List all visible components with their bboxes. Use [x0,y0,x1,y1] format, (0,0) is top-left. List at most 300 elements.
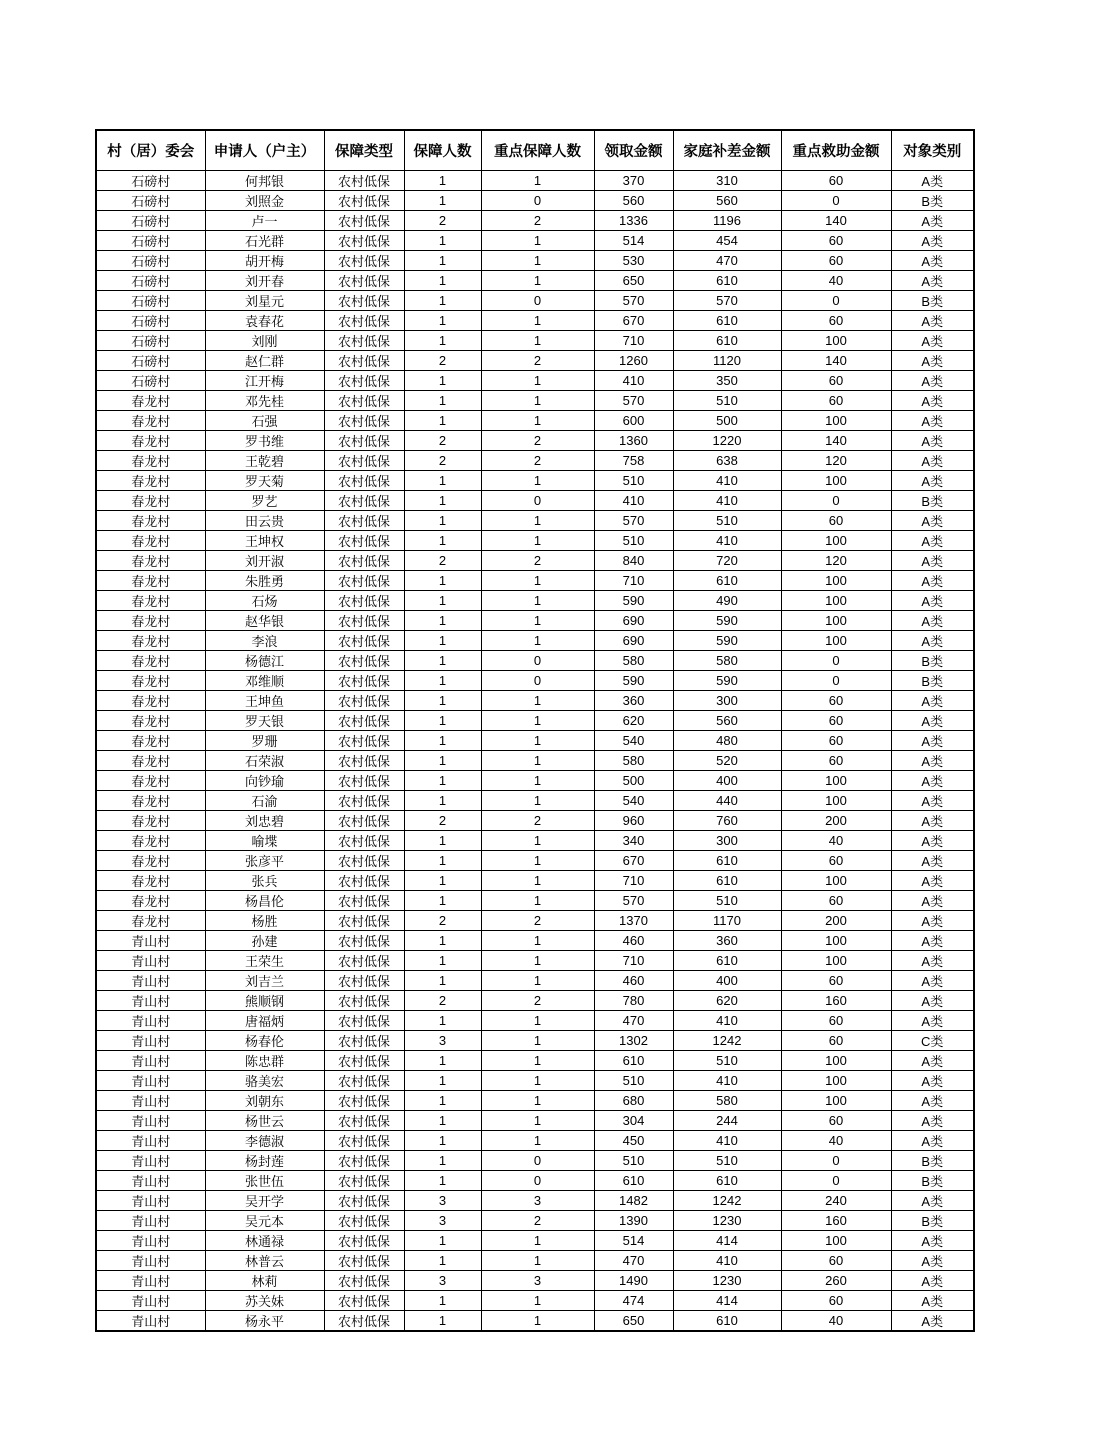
table-cell: 450 [594,1130,673,1150]
table-cell: 60 [781,1110,891,1130]
table-cell: 1 [481,690,594,710]
table-row [96,750,974,770]
table-cell: A类 [891,790,974,810]
table-cell: 670 [594,310,673,330]
table-cell: 农村低保 [324,430,404,450]
table-cell: 春龙村 [96,550,205,570]
table-cell: 农村低保 [324,370,404,390]
table-cell: 吴元本 [205,1210,324,1230]
table-row [96,990,974,1010]
table-cell: 650 [594,1310,673,1331]
table-cell: 500 [673,410,781,430]
table-cell: 570 [594,290,673,310]
table-cell: 1260 [594,350,673,370]
table-cell: A类 [891,330,974,350]
table-cell: 1 [404,390,481,410]
table-cell: 石磅村 [96,230,205,250]
table-cell: 580 [594,750,673,770]
table-row [96,410,974,430]
table-cell: 0 [481,490,594,510]
table-cell: 王乾碧 [205,450,324,470]
table-cell: A类 [891,1250,974,1270]
column-header: 保障人数 [404,130,481,170]
table-cell: 农村低保 [324,730,404,750]
table-cell: 60 [781,310,891,330]
table-cell: 农村低保 [324,750,404,770]
table-cell: 350 [673,370,781,390]
table-cell: 唐福炳 [205,1010,324,1030]
table-cell: 200 [781,910,891,930]
table-cell: 1 [404,330,481,350]
table-cell: 1 [404,610,481,630]
table-cell: 60 [781,890,891,910]
table-cell: 0 [781,190,891,210]
table-cell: 春龙村 [96,810,205,830]
table-cell: 560 [594,190,673,210]
table-cell: A类 [891,1130,974,1150]
table-cell: 苏关妹 [205,1290,324,1310]
table-cell: 农村低保 [324,1290,404,1310]
table-cell: 540 [594,730,673,750]
table-cell: 1 [404,950,481,970]
table-cell: 春龙村 [96,670,205,690]
table-cell: 60 [781,1010,891,1030]
table-cell: 1 [481,970,594,990]
table-cell: 1 [481,1250,594,1270]
table-cell: 590 [673,670,781,690]
table-cell: 480 [673,730,781,750]
table-cell: 60 [781,1250,891,1270]
table-cell: A类 [891,930,974,950]
table-row [96,930,974,950]
table-cell: 农村低保 [324,390,404,410]
table-body [96,170,974,1331]
table-cell: 2 [481,550,594,570]
table-cell: 青山村 [96,930,205,950]
table-cell: 1 [404,370,481,390]
table-cell: 0 [481,1170,594,1190]
table-cell: 60 [781,510,891,530]
table-cell: 440 [673,790,781,810]
table-cell: 1 [404,230,481,250]
table-cell: 杨德江 [205,650,324,670]
table-cell: 510 [594,1150,673,1170]
table-cell: 青山村 [96,1310,205,1331]
table-cell: 60 [781,1290,891,1310]
table-cell: 春龙村 [96,770,205,790]
table-cell: 江开梅 [205,370,324,390]
table-cell: 农村低保 [324,310,404,330]
table-cell: 2 [481,350,594,370]
table-cell: 石磅村 [96,170,205,190]
table-cell: 1370 [594,910,673,930]
table-cell: 100 [781,950,891,970]
table-cell: 石磅村 [96,290,205,310]
table-cell: 590 [673,610,781,630]
table-cell: 青山村 [96,1150,205,1170]
column-header: 重点保障人数 [481,130,594,170]
table-cell: B类 [891,670,974,690]
table-cell: 1230 [673,1270,781,1290]
table-row [96,890,974,910]
table-cell: B类 [891,1150,974,1170]
table-cell: 340 [594,830,673,850]
table-cell: 1 [404,1050,481,1070]
table-row [96,270,974,290]
table-cell: 青山村 [96,1010,205,1030]
table-cell: A类 [891,550,974,570]
table-cell: 1 [481,250,594,270]
table-cell: 吴开学 [205,1190,324,1210]
table-cell: 2 [481,810,594,830]
table-row [96,570,974,590]
table-cell: 1 [481,770,594,790]
table-cell: 1 [481,370,594,390]
table-cell: 石磅村 [96,330,205,350]
table-row [96,230,974,250]
table-cell: 春龙村 [96,470,205,490]
table-row [96,1110,974,1130]
table-cell: 410 [673,1010,781,1030]
table-row [96,1050,974,1070]
table-cell: 1 [404,970,481,990]
table-cell: 1 [404,650,481,670]
table-cell: 570 [594,510,673,530]
table-cell: 60 [781,1030,891,1050]
table-cell: 石荣淑 [205,750,324,770]
table-cell: 1 [404,690,481,710]
table-cell: 3 [404,1270,481,1290]
table-cell: 1 [481,310,594,330]
table-cell: 农村低保 [324,950,404,970]
table-cell: 1 [404,730,481,750]
table-row [96,710,974,730]
table-cell: 春龙村 [96,690,205,710]
table-cell: 1 [481,790,594,810]
table-cell: 610 [673,1310,781,1331]
table-cell: 460 [594,930,673,950]
table-cell: 610 [673,850,781,870]
table-cell: 0 [781,290,891,310]
table-cell: 410 [673,1250,781,1270]
table-cell: 农村低保 [324,570,404,590]
table-cell: A类 [891,390,974,410]
table-cell: 1 [481,1310,594,1331]
table-cell: 454 [673,230,781,250]
table-cell: 农村低保 [324,1130,404,1150]
table-row [96,630,974,650]
table-row [96,1250,974,1270]
table-cell: 陈忠群 [205,1050,324,1070]
table-cell: 3 [404,1030,481,1050]
table-cell: 农村低保 [324,350,404,370]
table-cell: A类 [891,730,974,750]
table-cell: 1 [404,750,481,770]
table-cell: A类 [891,1090,974,1110]
table-cell: 青山村 [96,1050,205,1070]
table-row [96,1150,974,1170]
table-cell: 1 [404,1170,481,1190]
table-cell: 喻堞 [205,830,324,850]
table-cell: 杨胜 [205,910,324,930]
table-cell: 1 [481,630,594,650]
table-cell: 0 [481,290,594,310]
table-cell: 2 [481,990,594,1010]
table-cell: 1 [404,630,481,650]
table-cell: 3 [404,1190,481,1210]
table-cell: 青山村 [96,1030,205,1050]
table-cell: 农村低保 [324,590,404,610]
table-cell: 刘照金 [205,190,324,210]
table-cell: 600 [594,410,673,430]
table-cell: 100 [781,1090,891,1110]
table-cell: 罗天菊 [205,470,324,490]
table-cell: 农村低保 [324,330,404,350]
table-row [96,1190,974,1210]
table-cell: 石磅村 [96,270,205,290]
table-cell: 410 [594,370,673,390]
table-cell: A类 [891,450,974,470]
table-cell: 2 [404,990,481,1010]
table-cell: 570 [594,890,673,910]
table-cell: 2 [481,430,594,450]
table-cell: 304 [594,1110,673,1130]
table-row [96,770,974,790]
table-cell: 1 [404,410,481,430]
table-cell: 2 [404,430,481,450]
table-cell: 王坤权 [205,530,324,550]
table-cell: 农村低保 [324,970,404,990]
table-row [96,510,974,530]
table-cell: 60 [781,690,891,710]
table-cell: 农村低保 [324,790,404,810]
table-row [96,550,974,570]
table-cell: 刘吉兰 [205,970,324,990]
table-cell: 2 [404,910,481,930]
table-cell: 王荣生 [205,950,324,970]
table-cell: 100 [781,610,891,630]
table-cell: A类 [891,910,974,930]
table-cell: 青山村 [96,1090,205,1110]
table-cell: 石磅村 [96,250,205,270]
table-cell: 1 [404,1010,481,1030]
table-cell: 510 [594,1070,673,1090]
table-cell: A类 [891,810,974,830]
table-cell: A类 [891,770,974,790]
table-cell: 农村低保 [324,1110,404,1130]
table-row [96,590,974,610]
table-cell: 610 [673,310,781,330]
table-cell: 414 [673,1230,781,1250]
table-cell: A类 [891,370,974,390]
table-cell: 春龙村 [96,510,205,530]
table-cell: 刘开春 [205,270,324,290]
table-cell: 春龙村 [96,390,205,410]
table-cell: 石磅村 [96,350,205,370]
table-cell: 60 [781,970,891,990]
table-header [96,130,974,170]
table-cell: 孙建 [205,930,324,950]
table-cell: A类 [891,510,974,530]
table-cell: 青山村 [96,1250,205,1270]
table-cell: 0 [481,1150,594,1170]
table-cell: 140 [781,350,891,370]
table-cell: 石强 [205,410,324,430]
table-cell: 农村低保 [324,670,404,690]
table-cell: A类 [891,170,974,190]
table-cell: 1 [481,1130,594,1150]
table-cell: 农村低保 [324,1070,404,1090]
table-cell: A类 [891,590,974,610]
table-row [96,330,974,350]
table-cell: 1 [481,1010,594,1030]
table-cell: 1 [481,410,594,430]
table-cell: 农村低保 [324,290,404,310]
table-cell: 杨永平 [205,1310,324,1331]
table-cell: 40 [781,1130,891,1150]
table-cell: 张彦平 [205,850,324,870]
table-row [96,790,974,810]
table-cell: 100 [781,630,891,650]
table-cell: 1 [481,510,594,530]
table-cell: A类 [891,750,974,770]
table-cell: A类 [891,1270,974,1290]
table-cell: 1 [404,1250,481,1270]
table-row [96,830,974,850]
table-cell: 470 [594,1010,673,1030]
table-cell: 春龙村 [96,890,205,910]
table-cell: 2 [481,910,594,930]
table-row [96,1130,974,1150]
table-cell: 1 [481,1290,594,1310]
table-row [96,910,974,930]
table-cell: 100 [781,330,891,350]
table-cell: 1 [404,510,481,530]
table-cell: A类 [891,1290,974,1310]
table-cell: 赵仁群 [205,350,324,370]
table-cell: 300 [673,830,781,850]
table-cell: 60 [781,250,891,270]
table-cell: 360 [594,690,673,710]
column-header: 保障类型 [324,130,404,170]
table-cell: 100 [781,870,891,890]
table-cell: 2 [481,450,594,470]
table-cell: 农村低保 [324,470,404,490]
table-cell: 260 [781,1270,891,1290]
table-cell: 田云贵 [205,510,324,530]
table-cell: 刘刚 [205,330,324,350]
table-cell: A类 [891,610,974,630]
table-cell: 农村低保 [324,770,404,790]
table-cell: 60 [781,730,891,750]
table-cell: 王坤鱼 [205,690,324,710]
table-cell: 1482 [594,1190,673,1210]
table-cell: 0 [481,670,594,690]
table-cell: 1 [481,230,594,250]
table-cell: 1 [481,730,594,750]
table-cell: 农村低保 [324,850,404,870]
table-cell: 1 [404,270,481,290]
table-cell: 580 [594,650,673,670]
table-cell: 1 [404,850,481,870]
table-cell: 石渝 [205,790,324,810]
table-cell: 1 [481,950,594,970]
table-cell: 638 [673,450,781,470]
table-cell: 1242 [673,1030,781,1050]
table-cell: 青山村 [96,1210,205,1230]
table-cell: 100 [781,1050,891,1070]
table-cell: 1 [481,610,594,630]
table-row [96,350,974,370]
table-cell: 农村低保 [324,990,404,1010]
table-row [96,970,974,990]
table-cell: 100 [781,410,891,430]
table-cell: 农村低保 [324,270,404,290]
table-cell: 0 [781,1170,891,1190]
table-cell: 100 [781,1230,891,1250]
table-cell: 720 [673,550,781,570]
table-row [96,1230,974,1250]
table-row [96,690,974,710]
table-row [96,290,974,310]
table-cell: A类 [891,690,974,710]
table-row [96,1010,974,1030]
table-row [96,430,974,450]
table-cell: 何邦银 [205,170,324,190]
table-cell: 农村低保 [324,1050,404,1070]
table-cell: 1 [481,470,594,490]
table-cell: C类 [891,1030,974,1050]
table-cell: 杨昌伦 [205,890,324,910]
table-cell: 春龙村 [96,790,205,810]
table-cell: 610 [673,570,781,590]
table-cell: 春龙村 [96,530,205,550]
table-cell: 610 [594,1050,673,1070]
table-cell: 罗书维 [205,430,324,450]
table-cell: 100 [781,1070,891,1090]
table-row [96,490,974,510]
table-cell: 670 [594,850,673,870]
table-cell: 410 [594,490,673,510]
table-cell: 60 [781,850,891,870]
table-cell: 农村低保 [324,170,404,190]
table-cell: 610 [673,330,781,350]
table-cell: 1 [481,1070,594,1090]
table-cell: 杨春伦 [205,1030,324,1050]
table-cell: 1 [481,270,594,290]
table-cell: 李浪 [205,630,324,650]
table-cell: 510 [673,1150,781,1170]
table-cell: 1 [404,930,481,950]
table-cell: 青山村 [96,1130,205,1150]
table-row [96,310,974,330]
table-cell: 1242 [673,1190,781,1210]
table-row [96,610,974,630]
table-cell: 刘开淑 [205,550,324,570]
table-cell: 石光群 [205,230,324,250]
table-row [96,470,974,490]
table-cell: 农村低保 [324,830,404,850]
table-cell: 200 [781,810,891,830]
table-cell: 490 [673,590,781,610]
table-row [96,210,974,230]
table-cell: 农村低保 [324,1150,404,1170]
table-cell: 农村低保 [324,250,404,270]
table-cell: 邓维顺 [205,670,324,690]
table-cell: 140 [781,430,891,450]
table-cell: 410 [673,490,781,510]
table-cell: 青山村 [96,1070,205,1090]
